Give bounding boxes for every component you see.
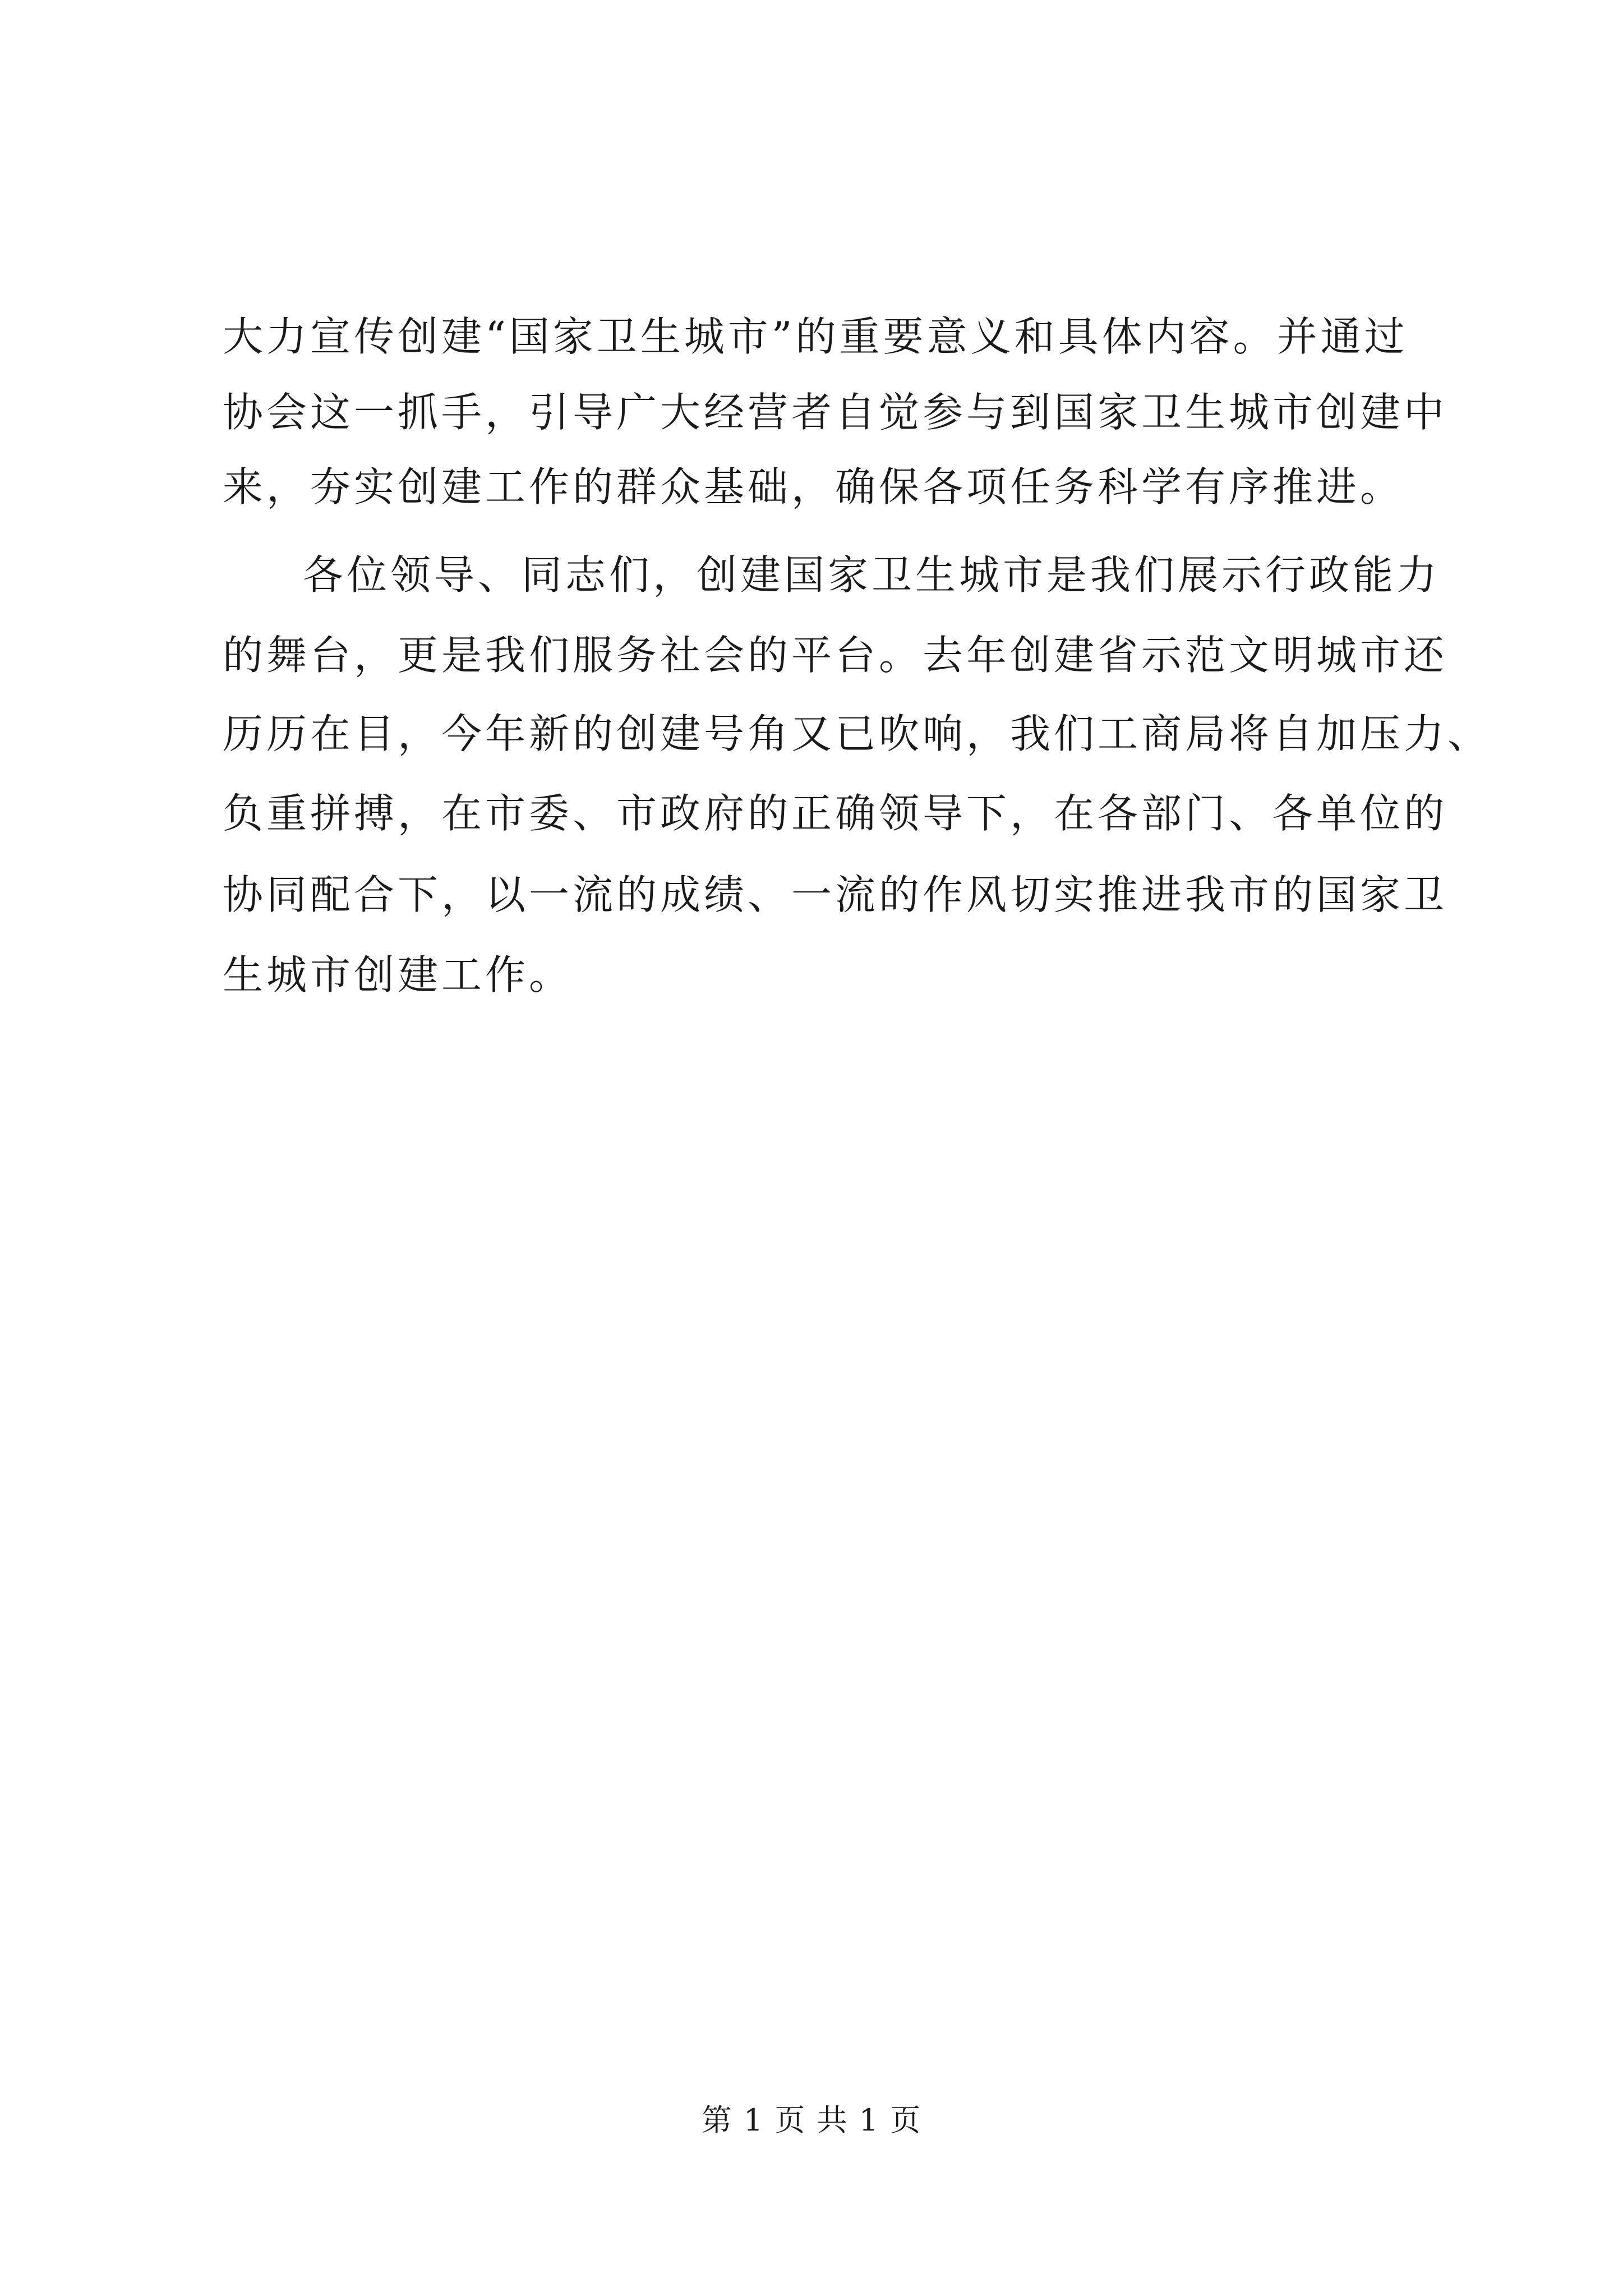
paragraph-2-line-3: 历历在目，今年新的创建号角又已吹响，我们工商局将自加压力、 [223,710,1492,757]
paragraph-1-line-2: 协会这一抓手，引导广大经营者自觉参与到国家卫生城市创建中 [223,389,1448,436]
paragraph-2-line-6: 生城市创建工作。 [223,951,573,999]
paragraph-2-line-5: 协同配合下，以一流的成绩、一流的作风切实推进我市的国家卫 [223,871,1448,918]
paragraph-1-line-3: 来，夯实创建工作的群众基础，确保各项任务科学有序推进。 [223,463,1404,510]
paragraph-1-line-1: 大力宣传创建“国家卫生城市”的重要意义和具体内容。并通过 [223,313,1408,360]
paragraph-2-line-2: 的舞台，更是我们服务社会的平台。去年创建省示范文明城市还 [223,632,1448,679]
paragraph-2-line-1: 各位领导、同志们，创建国家卫生城市是我们展示行政能力 [303,551,1441,599]
page-footer: 第 1 页 共 1 页 [701,2102,922,2138]
paragraph-2-line-4: 负重拼搏，在市委、市政府的正确领导下，在各部门、各单位的 [223,790,1448,837]
